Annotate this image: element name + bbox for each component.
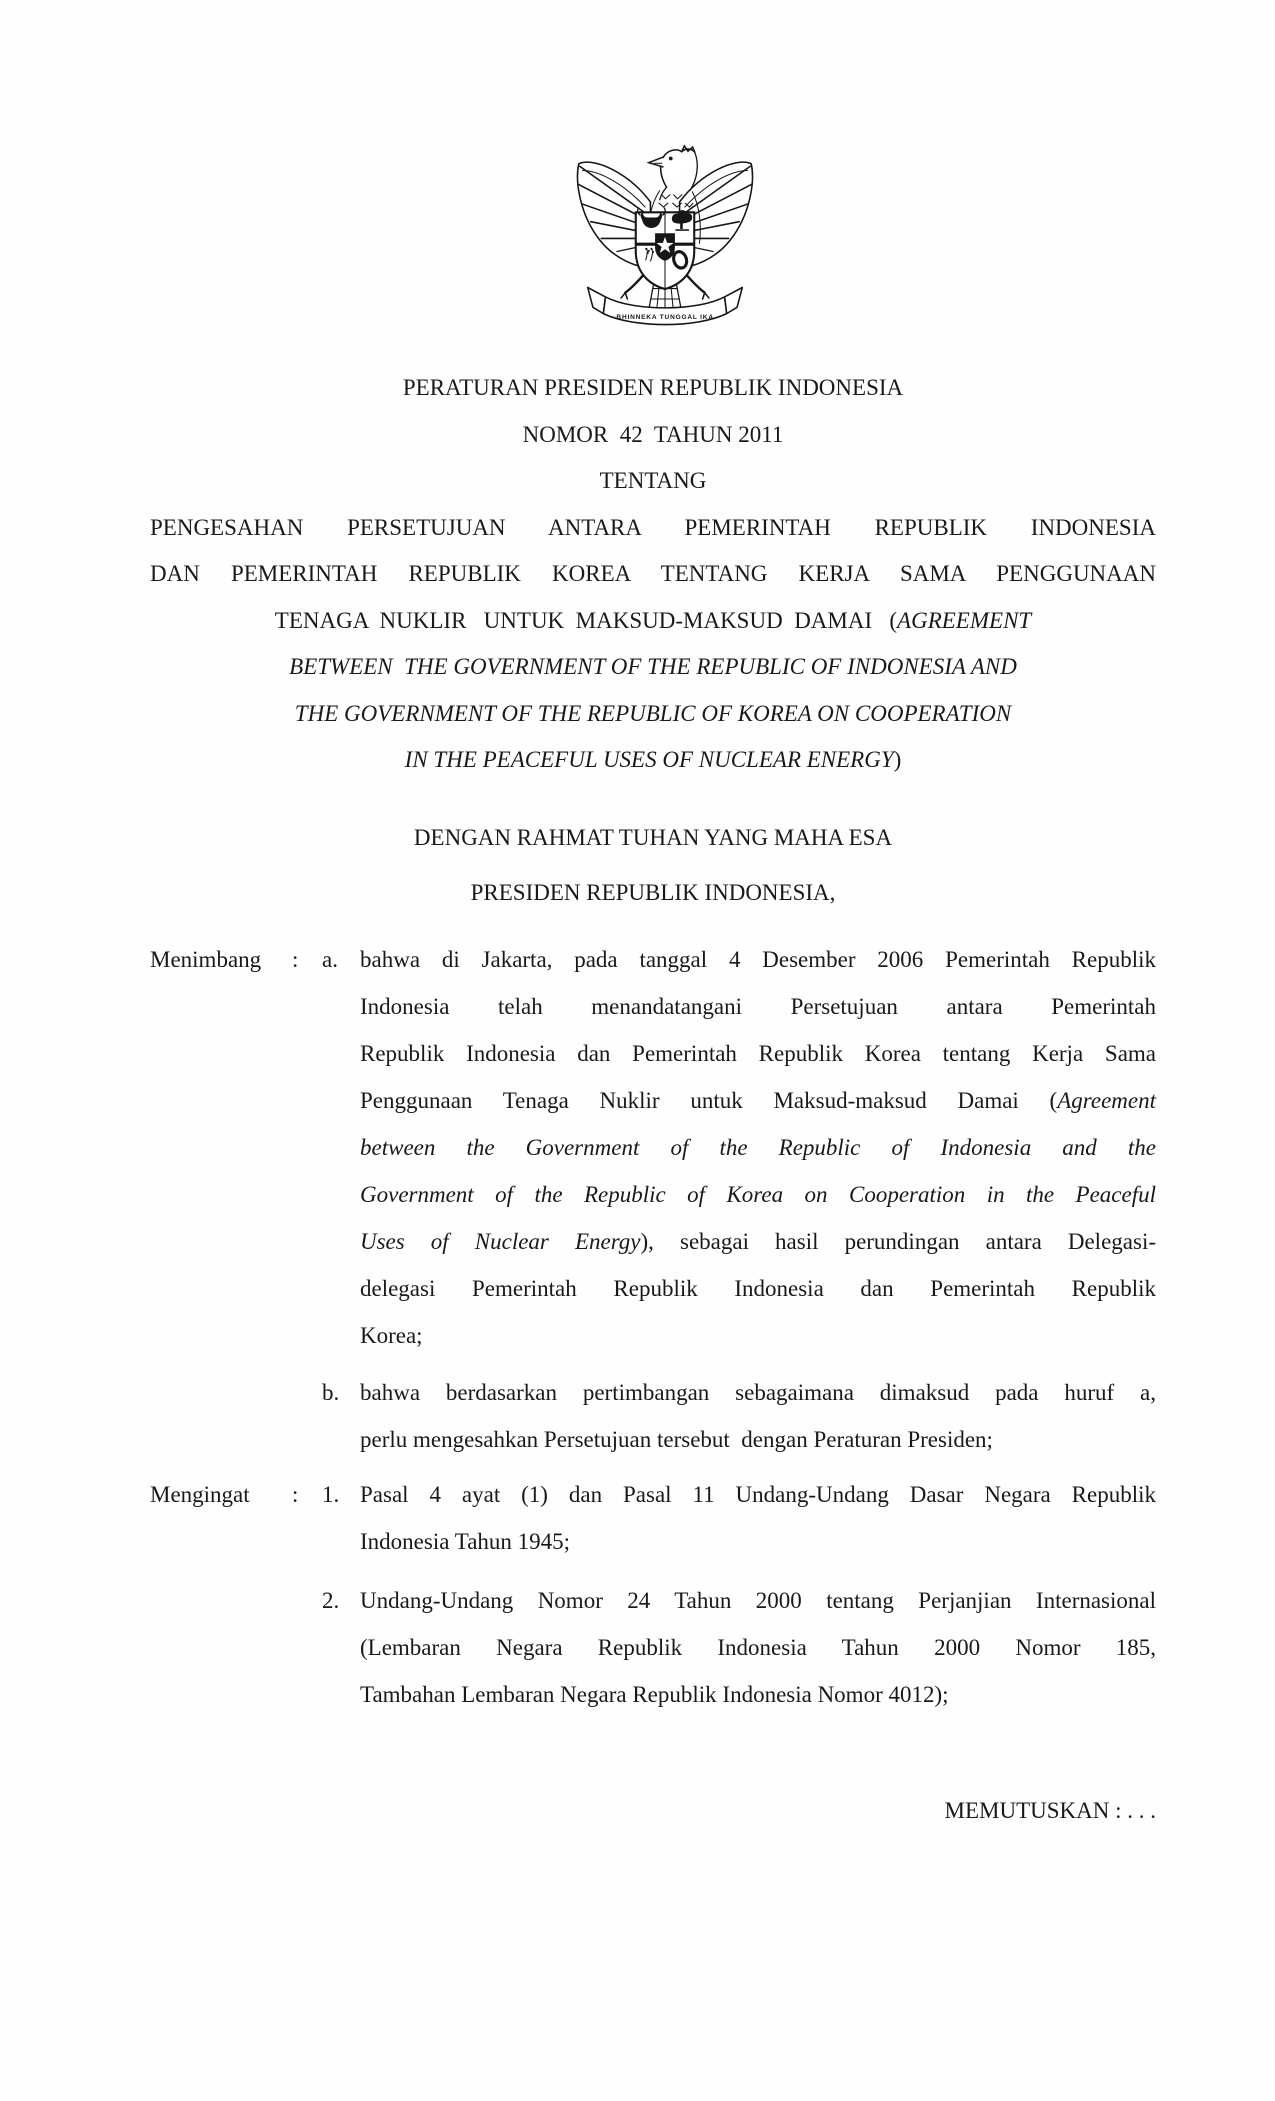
mengingat-colon: : — [292, 1481, 299, 1507]
heading-line-9 — [150, 737, 1156, 784]
heading-line-6-italic: AGREEMENT — [897, 607, 1032, 633]
item-marker: 2. — [322, 1587, 340, 1613]
heading-line-3: TENTANG — [599, 468, 707, 493]
heading-line-7 — [150, 644, 1156, 691]
heading-line-8 — [150, 691, 1156, 738]
mengingat-clause — [0, 1471, 1275, 1718]
line-text: ), sebagai hasil perundingan antara Delegasi- — [640, 1228, 1156, 1254]
title-block — [150, 365, 1156, 784]
heading-line-6-roman: TENAGA NUKLIR UNTUK MAKSUD-MAKSUD DAMAI ( — [274, 607, 898, 633]
heading-line-4: PENGESAHAN PERSETUJUAN ANTARA PEMERINTAH REPUBLIK INDONESIA — [150, 514, 1156, 540]
heading-line-6 — [150, 598, 1156, 645]
body-line — [360, 1265, 1156, 1312]
heading-line-2: NOMOR 42 TAHUN 2011 — [522, 421, 784, 447]
line-text: Republik Indonesia dan Pemerintah Republik Korea tentang Kerja Sama — [360, 1040, 1156, 1066]
body-line — [360, 936, 1156, 983]
line-text-italic: between the Government of the Republic of Indonesia and the — [360, 1134, 1156, 1160]
heading-line-9-close-paren: ) — [893, 747, 902, 772]
heading-line-5: DAN PEMERINTAH REPUBLIK KOREA TENTANG KERJA SAMA PENGGUNAAN — [150, 561, 1156, 586]
line-text: bahwa berdasarkan pertimbangan sebagaimana dimaksud pada huruf a, — [360, 1379, 1156, 1405]
heading-line-1: PERATURAN PRESIDEN REPUBLIK INDONESIA — [402, 375, 904, 400]
line-text-italic: Government of the Republic of Korea on Cooperation in the Peaceful — [360, 1181, 1156, 1207]
line-text: perlu mengesahkan Persetujuan tersebut dengan Peraturan Presiden; — [360, 1426, 993, 1452]
line-text: Korea; — [360, 1322, 423, 1348]
heading-line-8-italic: THE GOVERNMENT OF THE REPUBLIC OF KOREA ON COOPERATION — [294, 700, 1012, 726]
garuda-eye — [668, 157, 672, 161]
body-line — [360, 1671, 1156, 1718]
memutuskan-line: MEMUTUSKAN : . . . — [944, 1797, 1156, 1823]
line-text: Penggunaan Tenaga Nuklir untuk Maksud-maksud Damai ( — [360, 1087, 1058, 1113]
item-marker: b. — [322, 1379, 340, 1405]
body-line — [360, 1218, 1156, 1265]
invocation-line: DENGAN RAHMAT TUHAN YANG MAHA ESA — [413, 824, 893, 850]
line-text-italic: Agreement — [1057, 1087, 1156, 1113]
line-text: delegasi Pemerintah Republik Indonesia dan Pemerintah Republik — [360, 1275, 1156, 1301]
garuda-emblem — [0, 136, 1275, 345]
line-text-italic: Uses of Nuclear Energy — [360, 1228, 641, 1254]
menimbang-item-b — [322, 1369, 1156, 1463]
body-line — [360, 1030, 1156, 1077]
body-line — [360, 1518, 1156, 1565]
mengingat-item-2 — [322, 1577, 1156, 1718]
menimbang-label: Menimbang — [150, 946, 262, 972]
menimbang-colon: : — [292, 946, 299, 972]
line-text: (Lembaran Negara Republik Indonesia Tahun 2000 Nomor 185, — [360, 1634, 1156, 1660]
heading-line-9-italic: IN THE PEACEFUL USES OF NUCLEAR ENERGY — [404, 747, 894, 772]
menimbang-item-a — [322, 936, 1156, 1359]
authority-line: PRESIDEN REPUBLIK INDONESIA, — [470, 879, 836, 905]
body-line — [360, 1171, 1156, 1218]
body-line — [360, 1471, 1156, 1518]
garuda-motto: BHINNEKA TUNGGAL IKA — [615, 313, 714, 321]
line-text: Undang-Undang Nomor 24 Tahun 2000 tentang Perjanjian Internasional — [360, 1587, 1156, 1613]
line-text: Tambahan Lembaran Negara Republik Indonesia Nomor 4012); — [360, 1681, 949, 1707]
body-line — [360, 1577, 1156, 1624]
garuda-emblem-svg — [571, 136, 759, 345]
line-text: Pasal 4 ayat (1) dan Pasal 11 Undang-Undang Dasar Negara Republik — [360, 1481, 1156, 1507]
mengingat-label: Mengingat — [150, 1481, 250, 1507]
garuda-shield — [635, 208, 693, 289]
body-line — [360, 1077, 1156, 1124]
line-text: Indonesia Tahun 1945; — [360, 1528, 571, 1554]
heading-line-7-italic: BETWEEN THE GOVERNMENT OF THE REPUBLIC OF INDONESIA AND — [289, 654, 1017, 679]
item-marker: 1. — [322, 1481, 340, 1507]
menimbang-clause — [0, 936, 1275, 1463]
body-line — [360, 1369, 1156, 1416]
line-text: Indonesia telah menandatangani Persetujuan antara Pemerintah — [360, 993, 1156, 1019]
item-marker: a. — [322, 946, 338, 972]
body-line — [360, 1416, 1156, 1463]
body-line — [360, 1624, 1156, 1671]
body-line — [360, 1124, 1156, 1171]
mengingat-item-1 — [322, 1471, 1156, 1565]
line-text: bahwa di Jakarta, pada tanggal 4 Desember 2006 Pemerintah Republik — [360, 946, 1156, 972]
body-line — [360, 1312, 1156, 1359]
body-line — [360, 983, 1156, 1030]
